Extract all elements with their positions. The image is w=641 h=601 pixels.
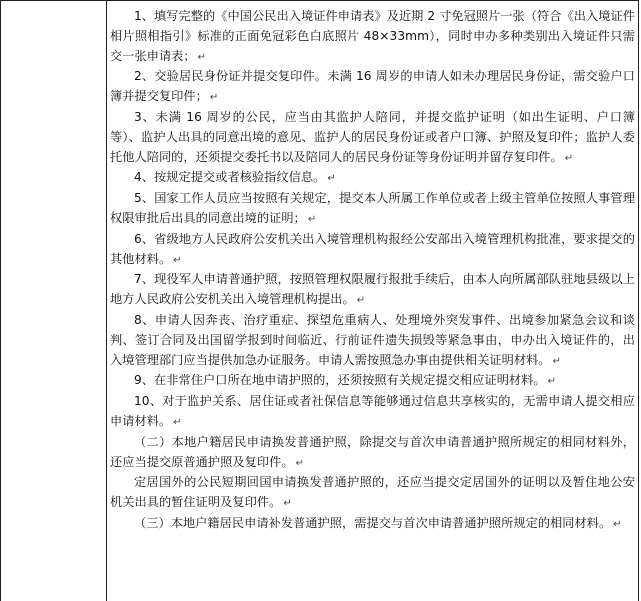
table-left-column	[1, 1, 107, 601]
paragraph-text: 3、未满 16 周岁的公民，应当由其监护人陪同，并提交监护证明（如出生证明、户口簿等）、监护人出具的同意出境的意见、监护人的居民身份证或者户口簿、护照及复印件；监护人委托他人陪同的，还须提交委托书以及陪同人的居民身份证等身份证明并留存复印件。	[110, 109, 635, 164]
paragraph-text: 9、在非常住户口所在地申请护照的，还须按照有关规定提交相应证明材料。	[134, 373, 546, 388]
paragraph-mark-icon: ↵	[283, 498, 292, 510]
paragraph-mark-icon: ↵	[307, 213, 317, 225]
paragraph-text: 5、国家工作人员应当按照有关规定，提交本人所属工作单位或者上级主管单位按照人事管理权限审批后出具的同意出境的证明；	[110, 191, 635, 225]
paragraph-mark-icon: ↵	[564, 152, 574, 164]
paragraph-1	[110, 7, 635, 67]
paragraph-mark-icon: ↵	[295, 457, 304, 469]
paragraph-8	[110, 311, 635, 371]
paragraph-mark-icon: ↵	[552, 355, 561, 367]
paragraph-text: 7、现役军人申请普通护照，按照管理权限履行报批手续后，由本人向所属部队驻地县级以上地方人民政府公安机关出入境管理机构提出。	[110, 272, 635, 307]
paragraph-text: （三）本地户籍居民申请补发普通护照，需提交与首次申请普通护照所规定的相同材料。	[134, 515, 612, 530]
paragraph-13	[110, 514, 635, 535]
paragraph-4	[110, 168, 635, 189]
document-content	[110, 7, 635, 535]
paragraph-text: 定居国外的公民短期回国申请换发普通护照的，还应当提交定居国外的证明以及暂住地公安机关出具的暂住证明及复印件。	[110, 475, 635, 510]
paragraph-mark-icon: ↵	[356, 295, 366, 307]
paragraph-text: 1、填写完整的《中国公民出入境证件申请表》及近期 2 寸免冠照片一张（符合《出入境证件相片照相指引》标准的正面免冠彩色白底照片 48×33mm），同时申办多种类别出入境证件只需交一张申请表；	[110, 9, 635, 63]
paragraph-7	[110, 270, 635, 311]
paragraph-3	[110, 108, 635, 168]
paragraph-11	[110, 433, 635, 474]
paragraph-10	[110, 392, 635, 433]
paragraph-mark-icon: ↵	[547, 376, 557, 388]
paragraph-mark-icon: ↵	[209, 92, 219, 104]
paragraph-text: （二）本地户籍居民申请换发普通护照，除提交与首次申请普通护照所规定的相同材料外，还应当提交原普通护照及复印件。	[110, 434, 635, 469]
paragraph-mark-icon: ↵	[327, 173, 336, 185]
paragraph-text: 6、省级地方人民政府公安机关出入境管理机构报经公安部出入境管理机构批准，要求提交的其他材料。	[110, 231, 635, 266]
paragraph-text: 2、交验居民身份证并提交复印件。未满 16 周岁的申请人如未办理居民身份证，需交验户口簿并提交复印件；	[110, 69, 635, 104]
paragraph-mark-icon: ↵	[197, 51, 207, 63]
paragraph-6	[110, 230, 635, 271]
paragraph-5	[110, 189, 635, 230]
paragraph-mark-icon: ↵	[173, 254, 182, 266]
paragraph-9	[110, 371, 635, 392]
paragraph-mark-icon: ↵	[613, 518, 622, 530]
paragraph-text: 8、申请人因奔丧、治疗重症、探望危重病人、处理境外突发事件、出境参加紧急会议和谈判、签订合同及出国留学报到时间临近、行前证件遗失损毁等紧急事由，申办出入境证件的，出入境管理部门应当提供加急办证服务。申请人需按照急办事由提供相关证明材料。	[110, 312, 635, 367]
paragraph-text: 4、按规定提交或者核验指纹信息。	[134, 170, 326, 185]
paragraph-text: 10、对于监护关系、居住证或者社保信息等能够通过信息共享核实的，无需申请人提交相应申请材料。	[110, 394, 635, 428]
paragraph-12	[110, 473, 635, 514]
paragraph-2	[110, 67, 635, 108]
paragraph-mark-icon: ↵	[173, 416, 182, 428]
